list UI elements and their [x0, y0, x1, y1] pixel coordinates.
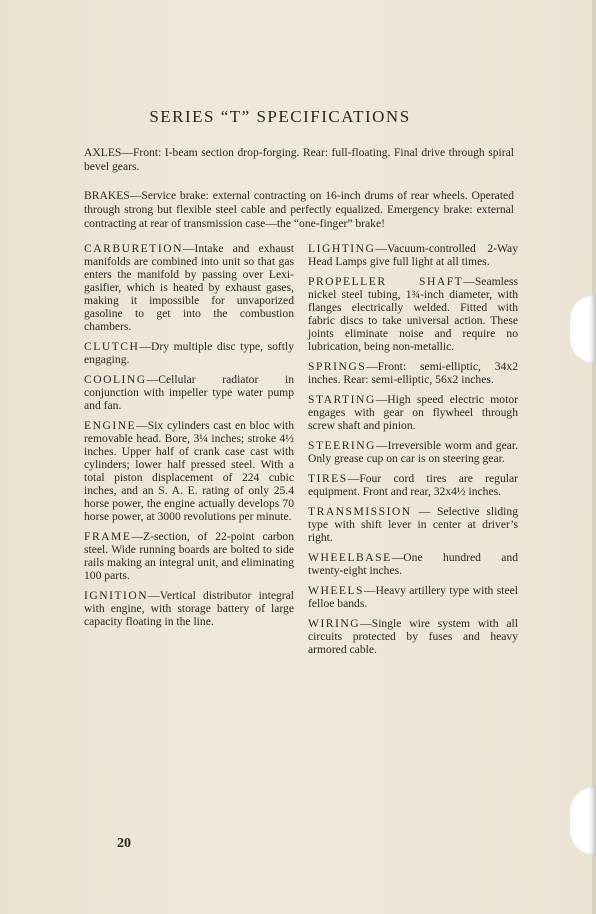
spec-entry-wiring — [308, 617, 518, 656]
intro-paragraph-brakes: BRAKES—Service brake: external contracting on 16-inch drums of rear wheels. Operated through strong but flexible steel cable and perfectly equalized. Emergency brake: external contracting at rear of transmission case—the “one-finger” brake! — [84, 188, 514, 230]
spec-term: STEERING — [308, 439, 377, 452]
spec-entry-engine — [84, 419, 294, 523]
spec-text: —Z-section, of 22-point carbon steel. Wide running boards are bolted to side rails making an integral unit, and eliminating 100 parts. — [84, 530, 294, 582]
spec-text: —Intake and exhaust manifolds are combined into unit so that gas enters the manifold by passing over Lexi-gasifier, which is heated by exhaust gases, making it impossible for unvaporized gasoline to get into the combustion chambers. — [84, 242, 294, 333]
spec-term: FRAME — [84, 530, 132, 543]
spec-text: —Heavy artillery type with steel felloe bands. — [308, 584, 518, 610]
spec-text: —Dry multiple disc type, softly engaging. — [84, 340, 294, 366]
spec-entry-frame — [84, 530, 294, 582]
spec-entry-carburetion — [84, 242, 294, 333]
spec-entry-lighting — [308, 242, 518, 268]
spec-text: —One hundred and twenty-eight inches. — [308, 551, 518, 577]
spec-text: —High speed electric motor engages with gear on flywheel through screw shaft and pinion. — [308, 393, 518, 432]
spec-text: —Vertical distributor integral with engine, with storage battery of large capacity floating in the line. — [84, 589, 294, 628]
page-edge — [592, 0, 596, 914]
spec-term: LIGHTING — [308, 242, 376, 255]
right-column — [308, 242, 518, 663]
spec-text: —Four cord tires are regular equipment. Front and rear, 32x4½ inches. — [308, 472, 518, 498]
spec-term: TRANSMISSION — [308, 505, 412, 518]
spec-term: PROPELLER SHAFT — [308, 275, 464, 288]
spec-text: —Seamless nickel steel tubing, 1¾-inch diameter, with flanges electrically welded. Fitted with fabric discs to take universal action. These joints eliminate noise and require no lubrication, being non-metallic. — [308, 275, 518, 353]
spec-entry-wheelbase — [308, 551, 518, 577]
spec-text: — Selective sliding type with shift lever in center at driver’s right. — [308, 505, 518, 544]
spec-text: —Single wire system with all circuits protected by fuses and heavy armored cable. — [308, 617, 518, 656]
spec-term: WIRING — [308, 617, 361, 630]
spec-entry-starting — [308, 393, 518, 432]
spec-term: WHEELS — [308, 584, 365, 597]
spec-term: WHEELBASE — [308, 551, 392, 564]
spec-entry-transmission — [308, 505, 518, 544]
spec-text: —Cellular radiator in conjunction with impeller type water pump and fan. — [84, 373, 294, 412]
spec-text: —Vacuum-controlled 2-Way Head Lamps give full light at all times. — [308, 242, 518, 268]
left-column — [84, 242, 294, 635]
spec-term: CARBURETION — [84, 242, 183, 255]
spec-entry-tires — [308, 472, 518, 498]
spec-entry-clutch — [84, 340, 294, 366]
intro-paragraph-axles: AXLES—Front: I-beam section drop-forging. Rear: full-floating. Final drive through spiral bevel gears. — [84, 145, 514, 173]
spec-entry-ignition — [84, 589, 294, 628]
spec-term: ENGINE — [84, 419, 137, 432]
spec-entry-springs — [308, 360, 518, 386]
page-number: 20 — [117, 836, 131, 851]
spec-term: COOLING — [84, 373, 147, 386]
spec-entry-cooling — [84, 373, 294, 412]
spec-term: IGNITION — [84, 589, 149, 602]
spec-text: —Irreversible worm and gear. Only grease cup on car is on steering gear. — [308, 439, 518, 465]
spec-text: —Front: semi-elliptic, 34x2 inches. Rear: semi-elliptic, 56x2 inches. — [308, 360, 518, 386]
binder-hole — [570, 294, 596, 364]
binder-hole — [570, 786, 596, 856]
spec-entry-propeller-shaft — [308, 275, 518, 353]
spec-term: CLUTCH — [84, 340, 140, 353]
spec-text: —Six cylinders cast en bloc with removable head. Bore, 3¼ inches; stroke 4½ inches. Upper half of crank case cast with cylinders; lower half pressed steel. With a total piston displacement of 224 cubic inches, and an S. A. E. rating of only 25.4 horse power, the engine actually develops 70 horse power, at 3000 revolutions per minute. — [84, 419, 294, 523]
spec-entry-steering — [308, 439, 518, 465]
spec-entry-wheels — [308, 584, 518, 610]
page-title: SERIES “T” SPECIFICATIONS — [149, 107, 411, 127]
spec-term: TIRES — [308, 472, 348, 485]
spec-term: STARTING — [308, 393, 376, 406]
spec-term: SPRINGS — [308, 360, 367, 373]
